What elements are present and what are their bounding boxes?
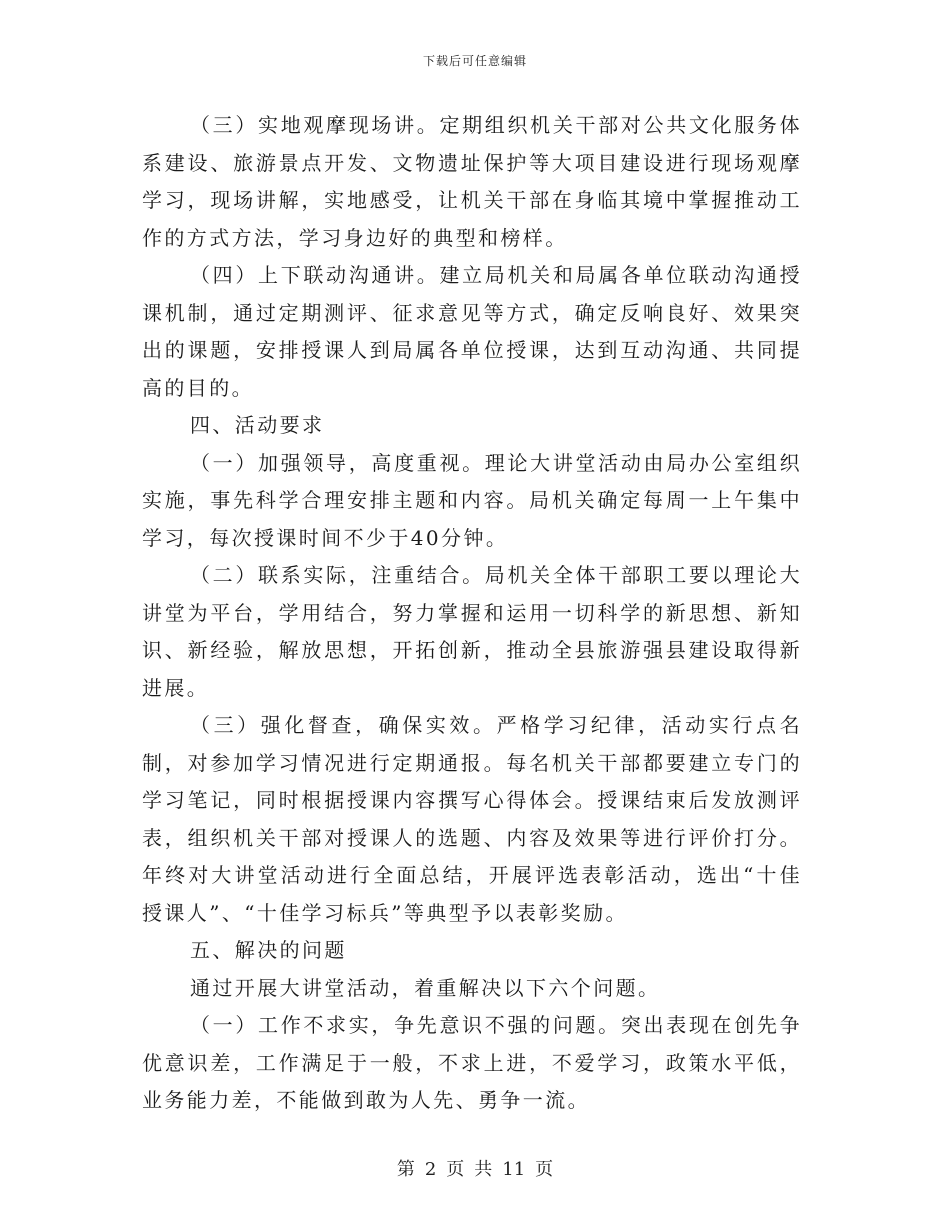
page-header: 下载后可任意编辑: [422, 54, 527, 68]
paragraph: （二）联系实际，注重结合。局机关全体干部职工要以理论大讲堂为平台，学用结合，努力掌握和运用一切科学的新思想、新知识、新经验，解放思想，开拓创新，推动全县旅游强县建设取得新进展。: [142, 563, 802, 700]
paragraph: 通过开展大讲堂活动，着重解决以下六个问题。: [190, 975, 661, 1000]
document-body: [142, 107, 802, 1120]
page-footer: [0, 1155, 950, 1181]
total-pages-number: 11: [502, 1159, 526, 1180]
page-prefix: 第: [396, 1159, 415, 1180]
paragraph: （一）工作不求实，争先意识不强的问题。突出表现在创先争优意识差，工作满足于一般，不求上进，不爱学习，政策水平低，业务能力差，不能做到敢为人先、勇争一流。: [142, 1013, 802, 1112]
paragraph: （四）上下联动沟通讲。建立局机关和局属各单位联动沟通授课机制，通过定期测评、征求意见等方式，确定反响良好、效果突出的课题，安排授课人到局属各单位授课，达到互动沟通、共同提高的目的。: [142, 263, 802, 400]
section-heading: 五、解决的问题: [190, 938, 347, 962]
paragraph: （三）强化督查，确保实效。严格学习纪律，活动实行点名制，对参加学习情况进行定期通报。每名机关干部都要建立专门的学习笔记，同时根据授课内容撰写心得体会。授课结束后发放测评表，组织机关干部对授课人的选题、内容及效果等进行评价打分。年终对大讲堂活动进行全面总结，开展评选表彰活动，选出“十佳授课人”、“十佳学习标兵”等典型予以表彰奖励。: [142, 713, 802, 925]
current-page-number: 2: [424, 1159, 437, 1180]
section-heading: 四、活动要求: [190, 413, 325, 437]
paragraph: （一）加强领导，高度重视。理论大讲堂活动由局办公室组织实施，事先科学合理安排主题和内容。局机关确定每周一上午集中学习，每次授课时间不少于40分钟。: [142, 450, 802, 550]
page-suffix: 页: [535, 1159, 554, 1180]
page-unit: 页: [446, 1159, 465, 1180]
paragraph: （三）实地观摩现场讲。定期组织机关干部对公共文化服务体系建设、旅游景点开发、文物遗址保护等大项目建设进行现场观摩学习，现场讲解，实地感受，让机关干部在身临其境中掌握推动工作的方式方法，学习身边好的典型和榜样。: [142, 113, 802, 250]
total-label: 共: [474, 1159, 493, 1180]
